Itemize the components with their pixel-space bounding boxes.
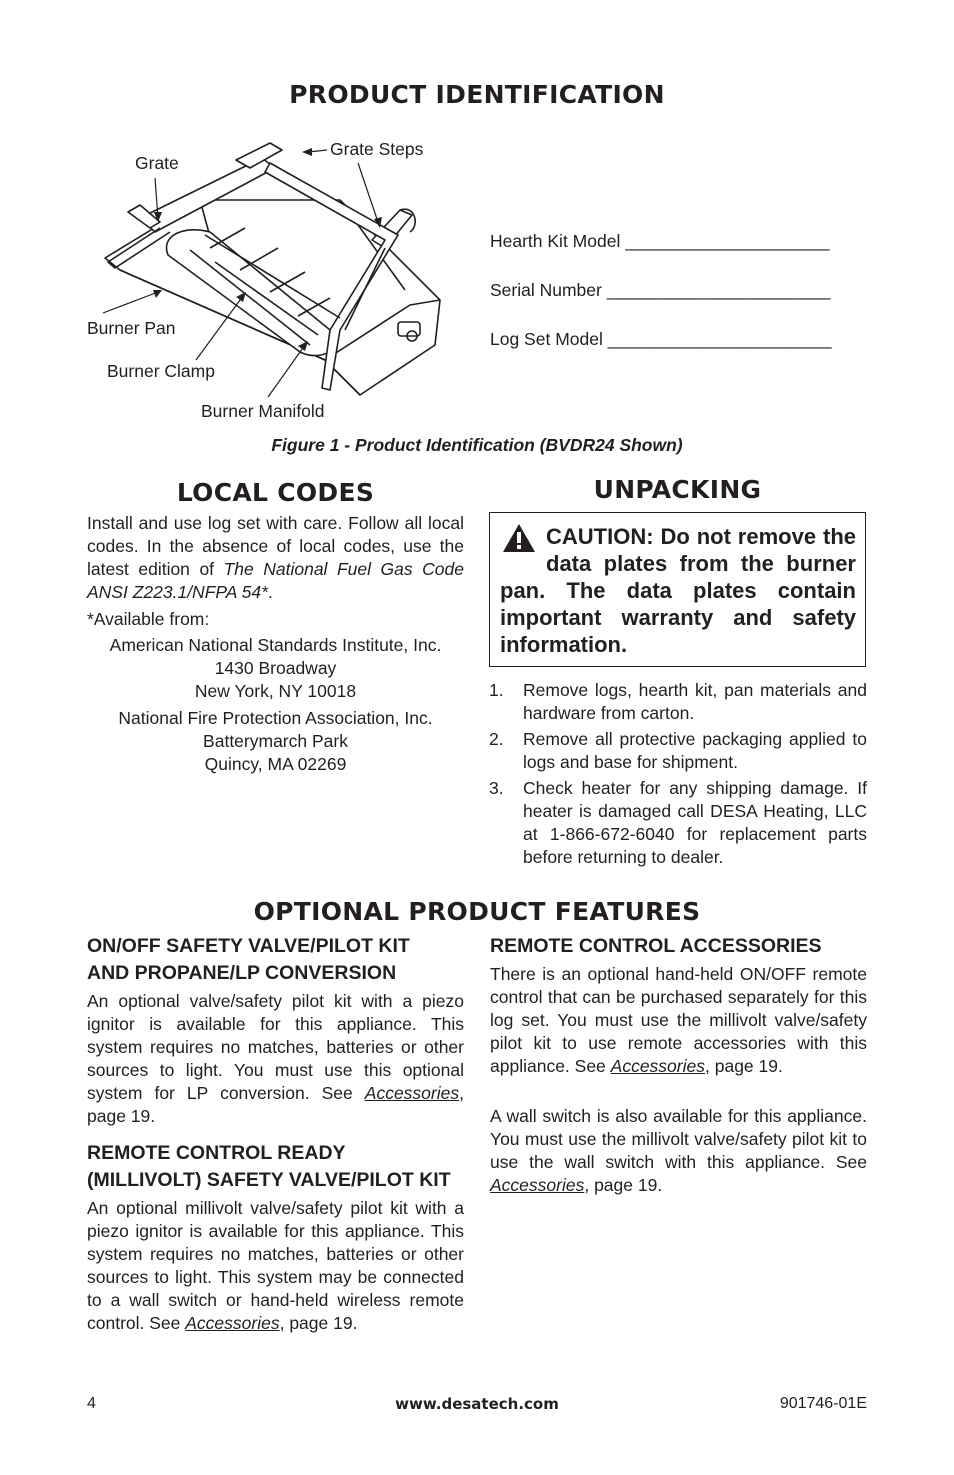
- grate-label: Grate: [135, 153, 179, 173]
- unpacking-title: UNPACKING: [593, 475, 762, 504]
- optional-features-title: OPTIONAL PRODUCT FEATURES: [253, 897, 701, 926]
- list-item: 3. Check heater for any shipping damage. If heater is damaged call DESA Heating, LLC at 1-866-672-6040 for replacement parts before returning to dealer.: [489, 778, 867, 867]
- accessories-link[interactable]: Accessories: [364, 1083, 460, 1103]
- nfpa-address: National Fire Protection Association, Inc. Batterymarch Park Quincy, MA 02269: [118, 708, 433, 774]
- burner-pan-label: Burner Pan: [87, 318, 176, 338]
- millivolt-kit-paragraph: An optional millivolt valve/safety pilot kit with a piezo ignitor is available for this appliance. This system requires no matches, batteries or other sources to light. This system may be connected to a wall switch or hand-held wireless remote control. See Accessories, page 19.: [87, 1198, 464, 1333]
- local-codes-paragraph: Install and use log set with care. Follow all local codes. In the absence of local codes, use the latest edition of The National Fuel Gas Code ANSI Z223.1/NFPA 54*.: [87, 513, 464, 602]
- warning-icon: [502, 523, 536, 553]
- log-set-model-field: Log Set Model _______________________: [490, 329, 832, 349]
- millivolt-kit-heading: REMOTE CONTROL READY (MILLIVOLT) SAFETY VALVE/PILOT KIT: [87, 1142, 451, 1191]
- available-from: *Available from:: [87, 609, 210, 629]
- website-link[interactable]: www.desatech.com: [395, 1395, 559, 1413]
- remote-accessories-heading: REMOTE CONTROL ACCESSORIES: [490, 935, 822, 957]
- onoff-kit-paragraph: An optional valve/safety pilot kit with a piezo ignitor is available for this appliance. This system requires no matches, batteries or other sources to light. You must use this optional system for LP conversion. See Accessories, page 19.: [87, 991, 464, 1126]
- hearth-kit-model-field: Hearth Kit Model _____________________: [490, 231, 830, 251]
- list-item: 2. Remove all protective packaging applied to logs and base for shipment.: [489, 729, 867, 772]
- remote-accessories-paragraph: There is an optional hand-held ON/OFF remote control that can be purchased separately for this log set. You must use the millivolt valve/safety pilot kit to use remote accessories with this appliance. See Accessories, page 19.: [490, 964, 867, 1076]
- burner-manifold-label: Burner Manifold: [201, 401, 325, 421]
- local-codes-title: LOCAL CODES: [176, 478, 375, 507]
- page-number: 4: [87, 1395, 96, 1412]
- grate-steps-label: Grate Steps: [330, 139, 424, 159]
- product-identification-title: PRODUCT IDENTIFICATION: [289, 80, 665, 109]
- unpacking-steps: [489, 679, 867, 872]
- wall-switch-paragraph: A wall switch is also available for this appliance. You must use the millivolt valve/safety pilot kit to use the wall switch with this appliance. See Accessories, page 19.: [490, 1106, 867, 1195]
- onoff-kit-heading: ON/OFF SAFETY VALVE/PILOT KIT AND PROPANE/LP CONVERSION: [87, 935, 410, 984]
- caution-box: [489, 512, 866, 667]
- serial-number-field: Serial Number _______________________: [490, 280, 831, 300]
- accessories-link[interactable]: Accessories: [185, 1313, 280, 1333]
- accessories-link[interactable]: Accessories: [490, 1175, 585, 1195]
- document-number: 901746-01E: [779, 1395, 867, 1412]
- figure-caption: Figure 1 - Product Identification (BVDR24 Shown): [271, 435, 683, 455]
- accessories-link[interactable]: Accessories: [610, 1056, 705, 1076]
- list-item: 1. Remove logs, hearth kit, pan materials and hardware from carton.: [489, 680, 867, 723]
- caution-text: CAUTION: Do not remove the data plates from the burner pan. The data plates contain important warranty and safety information.: [500, 524, 856, 657]
- ansi-address: American National Standards Institute, Inc. 1430 Broadway New York, NY 10018: [109, 635, 442, 701]
- burner-clamp-label: Burner Clamp: [107, 361, 215, 381]
